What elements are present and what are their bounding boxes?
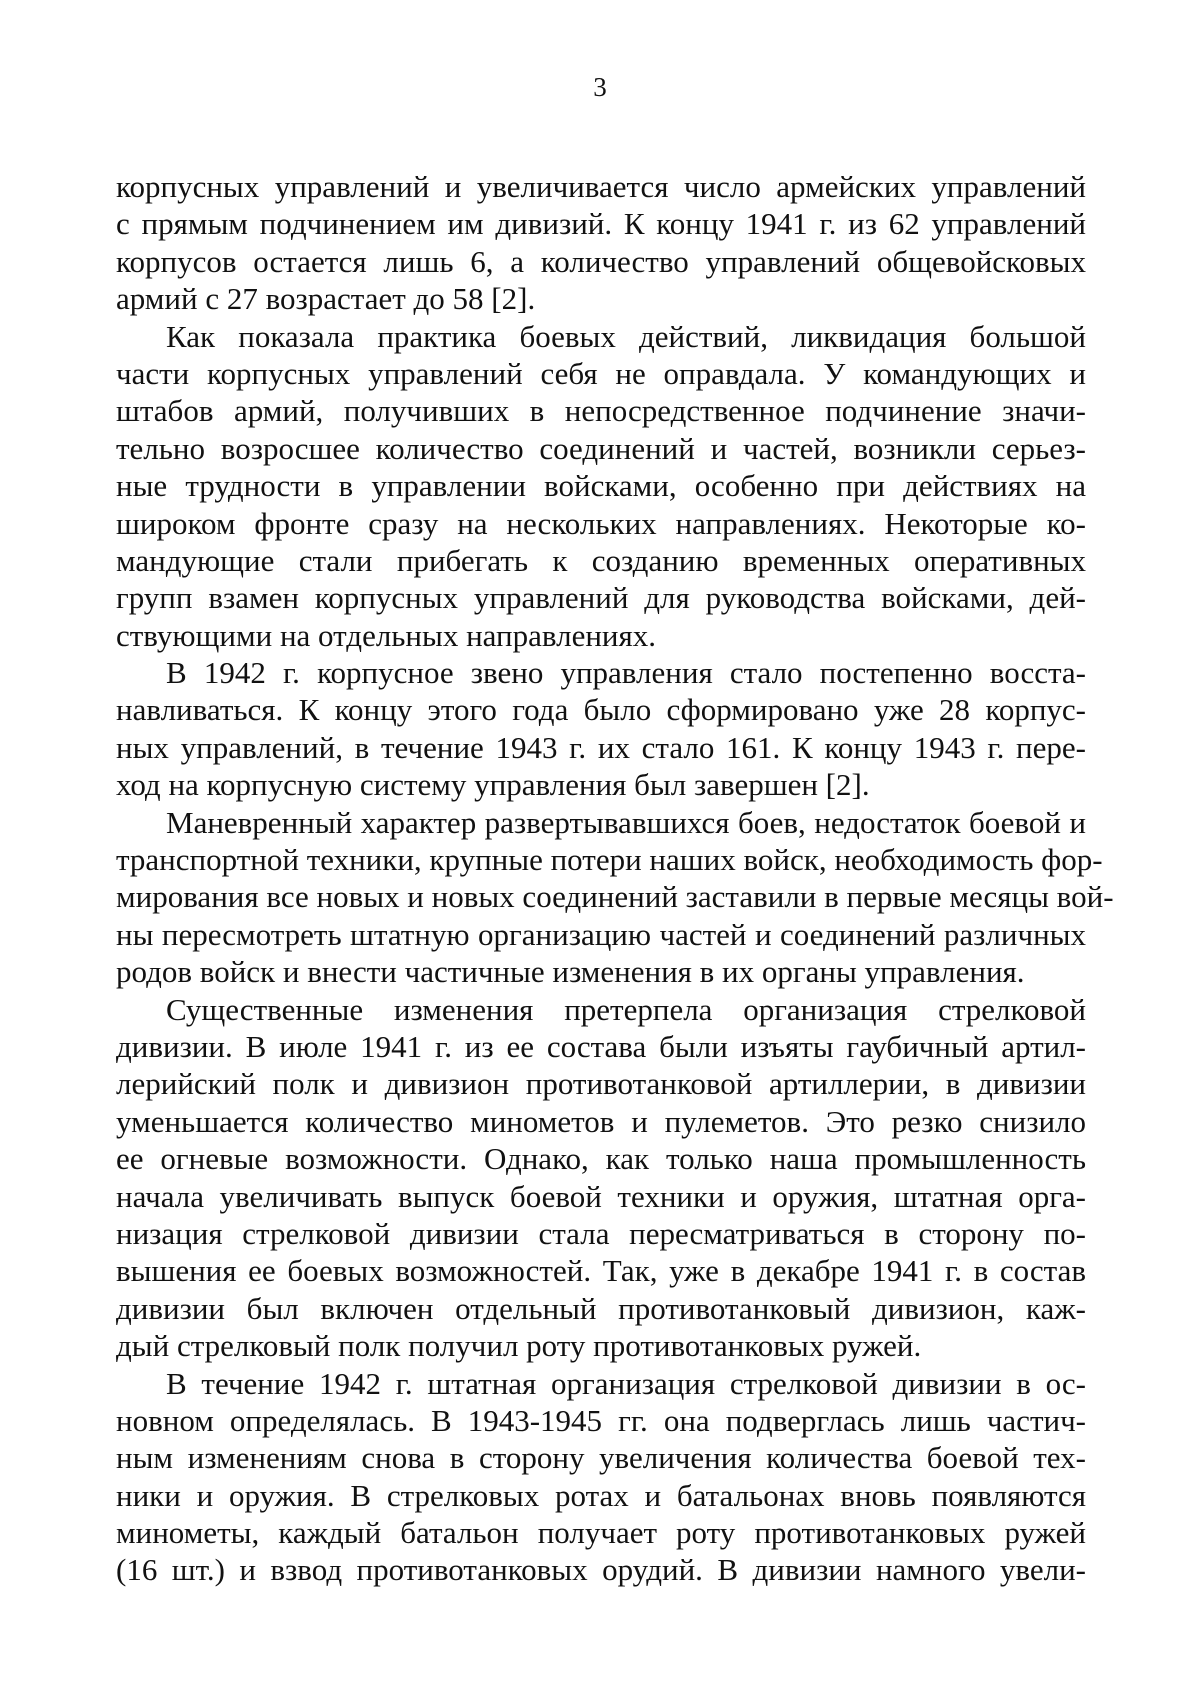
- text-line: Маневренный характер развертывавшихся боев, недостаток боевой и: [166, 804, 1086, 840]
- text-line: с прямым подчинением им дивизий. К концу 1941 г. из 62 управлений: [116, 206, 1086, 242]
- text-line: Как показала практика боевых действий, ликвидация большой: [166, 318, 1086, 354]
- paragraph: [116, 991, 1086, 1365]
- text-line: мандующие стали прибегать к созданию временных оперативных: [116, 542, 1086, 578]
- paragraph: [116, 654, 1086, 804]
- page-number: 3: [593, 72, 607, 102]
- text-line: ее огневые возможности. Однако, как только наша промышленность: [116, 1141, 1086, 1177]
- text-line: групп взамен корпусных управлений для руководства войсками, дей-: [116, 580, 1086, 616]
- text-line: дивизии был включен отдельный противотанковый дивизион, каж-: [116, 1290, 1086, 1326]
- paragraph: [116, 318, 1086, 655]
- text-line: ные трудности в управлении войсками, особенно при действиях на: [116, 468, 1086, 504]
- text-line: (16 шт.) и взвод противотанковых орудий. В дивизии намного увели-: [116, 1552, 1086, 1588]
- text-line: корпусных управлений и увеличивается число армейских управлений: [116, 169, 1086, 204]
- text-line: В течение 1942 г. штатная организация стрелковой дивизии в ос-: [166, 1365, 1086, 1401]
- text-line: родов войск и внести частичные изменения в их органы управления.: [116, 954, 1025, 990]
- text-line: дый стрелковый полк получил роту противотанковых ружей.: [116, 1328, 922, 1364]
- text-line: вышения ее боевых возможностей. Так, уже в декабре 1941 г. в состав: [116, 1253, 1086, 1289]
- text-line: штабов армий, получивших в непосредственное подчинение значи-: [116, 393, 1086, 429]
- text-line: транспортной техники, крупные потери наших войск, необходимость фор-: [116, 842, 1103, 878]
- text-line: ны пересмотреть штатную организацию частей и соединений различных: [116, 916, 1086, 952]
- text-line: ных управлений, в течение 1943 г. их стало 161. К концу 1943 г. пере-: [116, 729, 1086, 765]
- paragraph: [116, 804, 1114, 991]
- text-line: мирования все новых и новых соединений заставили в первые месяцы вой-: [116, 879, 1114, 915]
- text-line: новном определялась. В 1943-1945 гг. она подверглась лишь частич-: [116, 1402, 1086, 1438]
- text-line: тельно возросшее количество соединений и частей, возникли серьез-: [116, 430, 1086, 466]
- text-line: части корпусных управлений себя не оправдала. У командующих и: [116, 355, 1086, 391]
- paragraph: [116, 168, 1086, 318]
- text-line: Существенные изменения претерпела организация стрелковой: [166, 991, 1086, 1027]
- text-line: низация стрелковой дивизии стала пересматриваться в сторону по-: [116, 1215, 1086, 1251]
- paragraph: [116, 1365, 1086, 1589]
- text-line: дивизии. В июле 1941 г. из ее состава были изъяты гаубичный артил-: [116, 1028, 1086, 1064]
- body-text: [116, 168, 1114, 1589]
- text-line: корпусов остается лишь 6, а количество управлений общевойсковых: [116, 243, 1086, 279]
- text-line: уменьшается количество минометов и пулеметов. Это резко снизило: [116, 1103, 1086, 1139]
- text-line: навливаться. К концу этого года было сформировано уже 28 корпус-: [116, 692, 1086, 728]
- text-line: ход на корпусную систему управления был завершен [2].: [116, 767, 870, 803]
- text-line: В 1942 г. корпусное звено управления стало постепенно восста-: [166, 655, 1086, 691]
- text-line: лерийский полк и дивизион противотанковой артиллерии, в дивизии: [116, 1066, 1086, 1102]
- text-line: армий с 27 возрастает до 58 [2].: [116, 281, 536, 317]
- text-line: ным изменениям снова в сторону увеличения количества боевой тех-: [116, 1440, 1086, 1476]
- text-line: ники и оружия. В стрелковых ротах и батальонах вновь появляются: [116, 1477, 1086, 1513]
- text-line: ствующими на отдельных направлениях.: [116, 617, 657, 653]
- text-line: широком фронте сразу на нескольких направлениях. Некоторые ко-: [116, 505, 1086, 541]
- text-line: минометы, каждый батальон получает роту противотанковых ружей: [116, 1515, 1086, 1551]
- text-line: начала увеличивать выпуск боевой техники и оружия, штатная орга-: [116, 1178, 1086, 1214]
